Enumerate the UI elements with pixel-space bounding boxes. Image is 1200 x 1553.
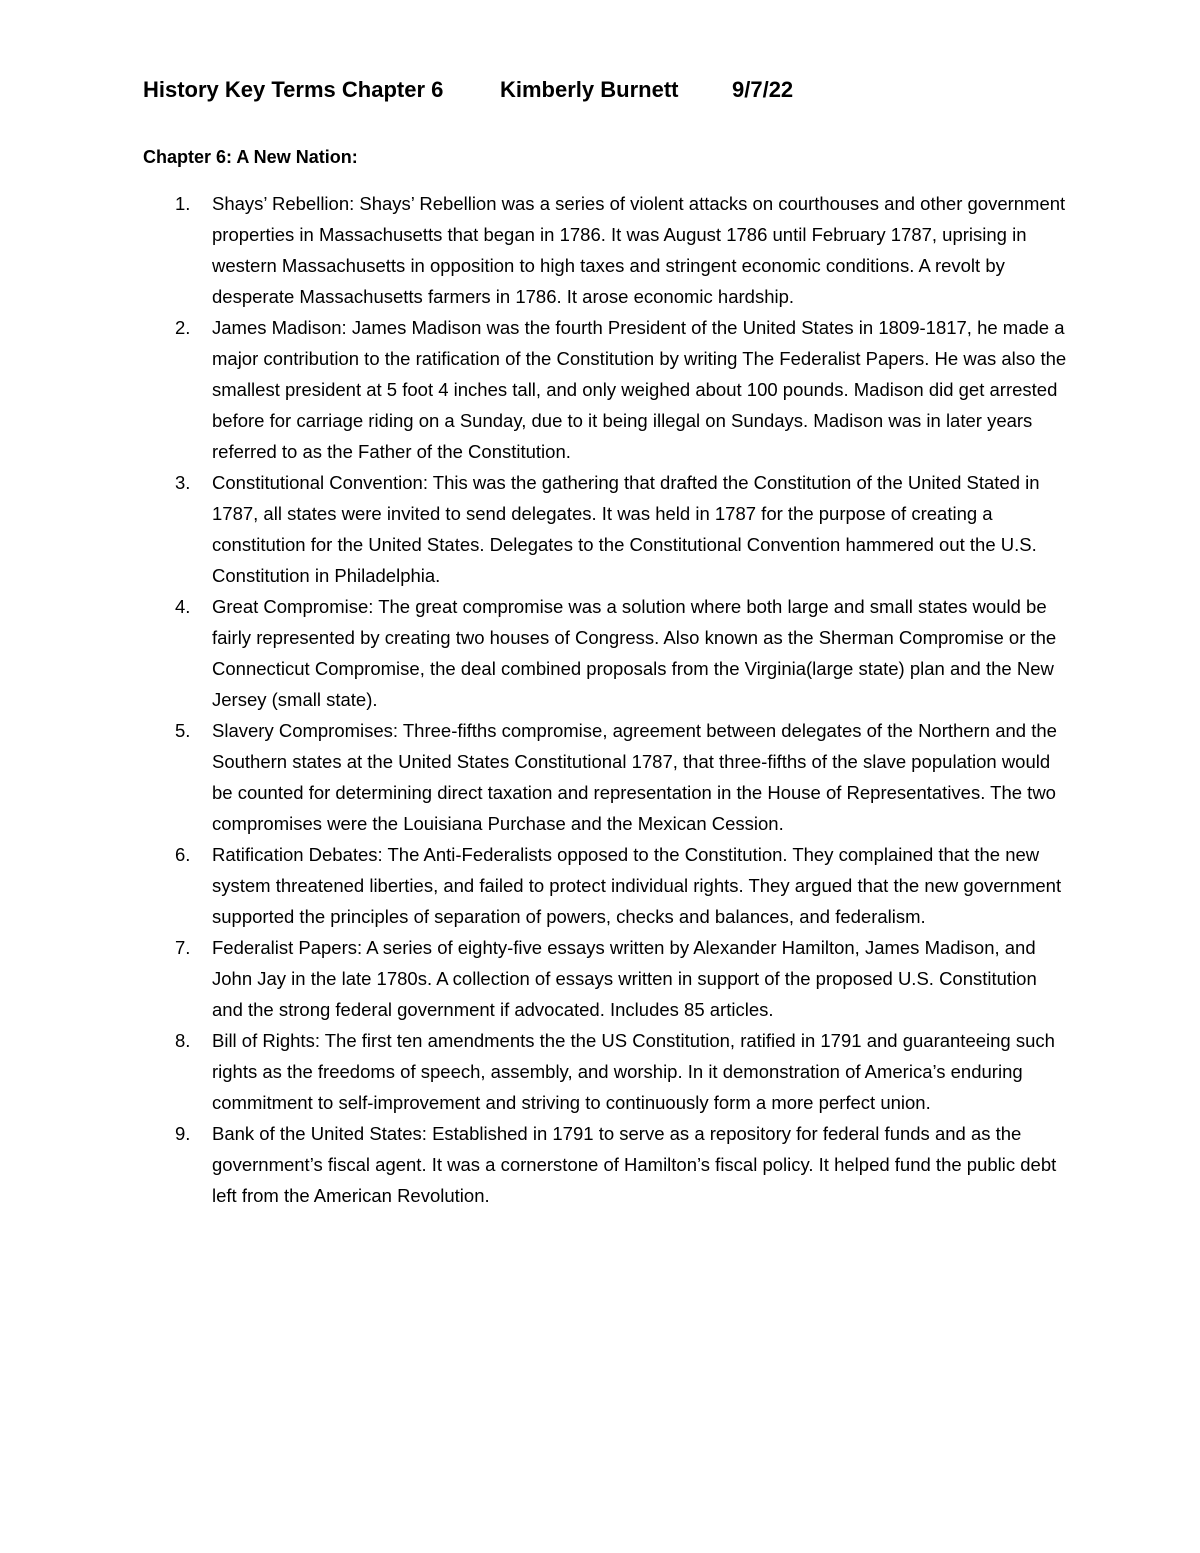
list-item-number: 4.	[175, 596, 191, 617]
list-item-text: Bank of the United States: Established in 1791 to serve as a repository for federal funds and as the government’s fiscal agent. It was a cornerstone of Hamilton’s fiscal policy. It helped fund the public debt left from the American Revolution.	[212, 1123, 1057, 1206]
list-item-text: Federalist Papers: A series of eighty-five essays written by Alexander Hamilton, James Madison, and John Jay in the late 1780s. A collection of essays written in support of the proposed U.S. Constitution and the strong federal government if advocated. Includes 85 articles.	[212, 937, 1037, 1020]
list-item-text: Constitutional Convention: This was the gathering that drafted the Constitution of the United Stated in 1787, all states were invited to send delegates. It was held in 1787 for the purpose of creating a constitution for the United States. Delegates to the Constitutional Convention hammered out the U.S. Constitution in Philadelphia.	[212, 472, 1040, 586]
author-name: Kimberly Burnett	[500, 77, 679, 102]
list-item	[175, 715, 1072, 839]
list-item	[175, 1025, 1072, 1118]
list-item-text: Slavery Compromises: Three-fifths compromise, agreement between delegates of the Northern and the Southern states at the United States Constitutional 1787, that three-fifths of the slave population would be counted for determining direct taxation and representation in the House of Representatives. The two compromises were the Louisiana Purchase and the Mexican Cession.	[212, 720, 1057, 834]
list-item-number: 2.	[175, 317, 191, 338]
list-item-number: 1.	[175, 193, 191, 214]
list-item	[175, 932, 1072, 1025]
list-item	[175, 188, 1072, 312]
list-item	[175, 839, 1072, 932]
list-item-number: 8.	[175, 1030, 191, 1051]
list-item-text: James Madison: James Madison was the fourth President of the United States in 1809-1817, he made a major contribution to the ratification of the Constitution by writing The Federalist Papers. He was also the smallest president at 5 foot 4 inches tall, and only weighed about 100 pounds. Madison did get arrested before for carriage riding on a Sunday, due to it being illegal on Sundays. Madison was in later years referred to as the Father of the Constitution.	[212, 317, 1067, 462]
list-item-text: Great Compromise: The great compromise was a solution where both large and small states would be fairly represented by creating two houses of Congress. Also known as the Sherman Compromise or the Connecticut Compromise, the deal combined proposals from the Virginia(large state) plan and the New Jersey (small state).	[212, 596, 1057, 710]
key-terms-list	[175, 188, 1072, 1211]
list-item-number: 3.	[175, 472, 191, 493]
list-item	[175, 467, 1072, 591]
document-header	[143, 72, 793, 108]
list-item	[175, 1118, 1072, 1211]
list-item-number: 5.	[175, 720, 191, 741]
list-item-text: Ratification Debates: The Anti-Federalists opposed to the Constitution. They complained that the new system threatened liberties, and failed to protect individual rights. They argued that the new government supported the principles of separation of powers, checks and balances, and federalism.	[212, 844, 1062, 927]
list-item-text: Shays’ Rebellion: Shays’ Rebellion was a series of violent attacks on courthouses and other government properties in Massachusetts that began in 1786. It was August 1786 until February 1787, uprising in western Massachusetts in opposition to high taxes and stringent economic conditions. A revolt by desperate Massachusetts farmers in 1786. It arose economic hardship.	[212, 193, 1066, 307]
list-item	[175, 312, 1072, 467]
document-title: History Key Terms Chapter 6	[143, 77, 444, 102]
document-date: 9/7/22	[732, 77, 794, 102]
list-item-number: 7.	[175, 937, 191, 958]
list-item-number: 6.	[175, 844, 191, 865]
chapter-heading: Chapter 6: A New Nation:	[143, 147, 358, 167]
list-item-text: Bill of Rights: The first ten amendments the the US Constitution, ratified in 1791 and guaranteeing such rights as the freedoms of speech, assembly, and worship. In it demonstration of America’s enduring commitment to self-improvement and striving to continuously form a more perfect union.	[212, 1030, 1055, 1113]
list-item	[175, 591, 1072, 715]
list-item-number: 9.	[175, 1123, 191, 1144]
